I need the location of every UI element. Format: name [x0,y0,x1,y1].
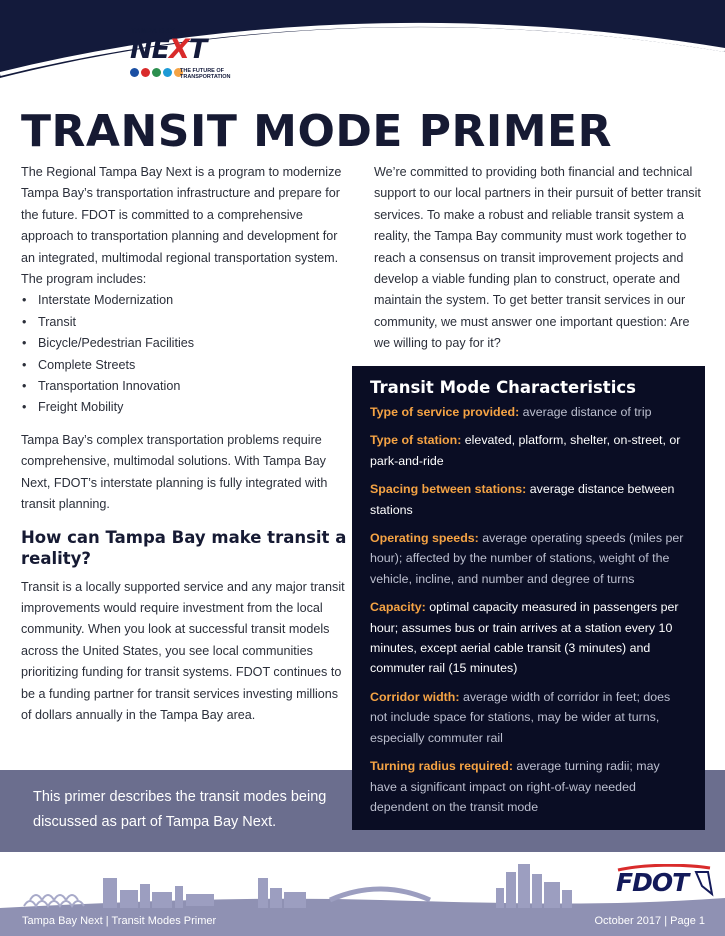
footer-document-title: Tampa Bay Next | Transit Modes Primer [22,915,217,927]
header-band [0,0,725,110]
plane-icon [163,68,172,77]
list-item: • Interstate Modernization [21,290,351,311]
characteristics-box [352,366,705,830]
list-item: • Complete Streets [21,355,351,376]
list-item: • Freight Mobility [21,397,351,418]
list-item: • Transportation Innovation [21,376,351,397]
car-icon [141,68,150,77]
program-list [21,290,351,418]
logo-small-text: TAMPA BAY [131,28,176,35]
characteristics-title: Transit Mode Characteristics [370,378,636,397]
right-column [374,162,709,355]
intro-paragraph: The Regional Tampa Bay Next is a program to modernize Tampa Bay’s transportation infrastructure and prepare for the future. FDOT is committed to a comprehensive approach to transportation planning and development for an integrated, multimodal regional transportation system. The program includes: [21,165,342,287]
page-title: TRANSIT MODE PRIMER [21,106,612,157]
characteristic-item: Operating speeds: average operating speeds (miles per hour); affected by the number of stations, weight of the vehicle, incline, and number and degree of turns [370,531,684,586]
fdot-logo [614,864,714,904]
funding-paragraph: Transit is a locally supported service and any major transit improvements would require investment from the local community. When you look at successful transit models across the United States, you see local communities prioritizing funding for transit systems. FDOT continues to be a funding partner for transit services investing millions of dollars annually in the Tampa Bay area. [21,579,345,722]
list-item: • Transit [21,312,351,333]
characteristic-item: Turning radius required: average turning radii; may have a significant impact on right-of-way needed dependent on the transit mode [370,759,660,814]
footer-page-info: October 2017 | Page 1 [594,915,705,927]
tampa-bay-next-logo [128,28,243,83]
logo-tagline: THE FUTURE OF TRANSPORTATION [180,68,231,80]
characteristic-item: Spacing between stations: average distance between stations [370,482,675,517]
callout-text: This primer describes the transit modes being discussed as part of Tampa Bay Next. [33,789,327,830]
fdot-wordmark: FDOT [616,868,689,897]
characteristic-item: Type of service provided: average distance of trip [370,405,652,419]
characteristic-item: Capacity: optimal capacity measured in passengers per hour; assumes bus or train arrives at a station every 10 minutes, except aerial cable transit (3 minutes) and commuter rail (15 minutes) [370,600,679,676]
bike-icon [152,68,161,77]
logo-mode-icons [130,68,183,77]
left-column [21,162,351,726]
characteristic-item: Type of station: elevated, platform, shelter, on-street, or park-and-ride [370,433,681,468]
support-paragraph: We’re committed to providing both financial and technical support to our local partners in their pursuit of better transit services. To make a robust and reliable transit system a reality, the Tampa Bay community must work together to reach a consensus on transit improvement projects and develop a viable funding plan to construct, operate and maintain the system. To get better transit services in our community, we must answer one important question: Are we willing to pay for it? [374,165,701,351]
list-item: • Bicycle/Pedestrian Facilities [21,333,351,354]
bus-icon [130,68,139,77]
multimodal-paragraph: Tampa Bay’s complex transportation problems require comprehensive, multimodal solutions. With Tampa Bay Next, FDOT’s interstate planning is fully integrated with transit planning. [21,432,328,512]
logo-wordmark: NEXT [130,34,207,65]
section-heading: How can Tampa Bay make transit a reality? [21,527,347,568]
characteristic-item: Corridor width: average width of corridor in feet; does not include space for stations, may be wider at turns, especially commuter rail [370,689,671,745]
